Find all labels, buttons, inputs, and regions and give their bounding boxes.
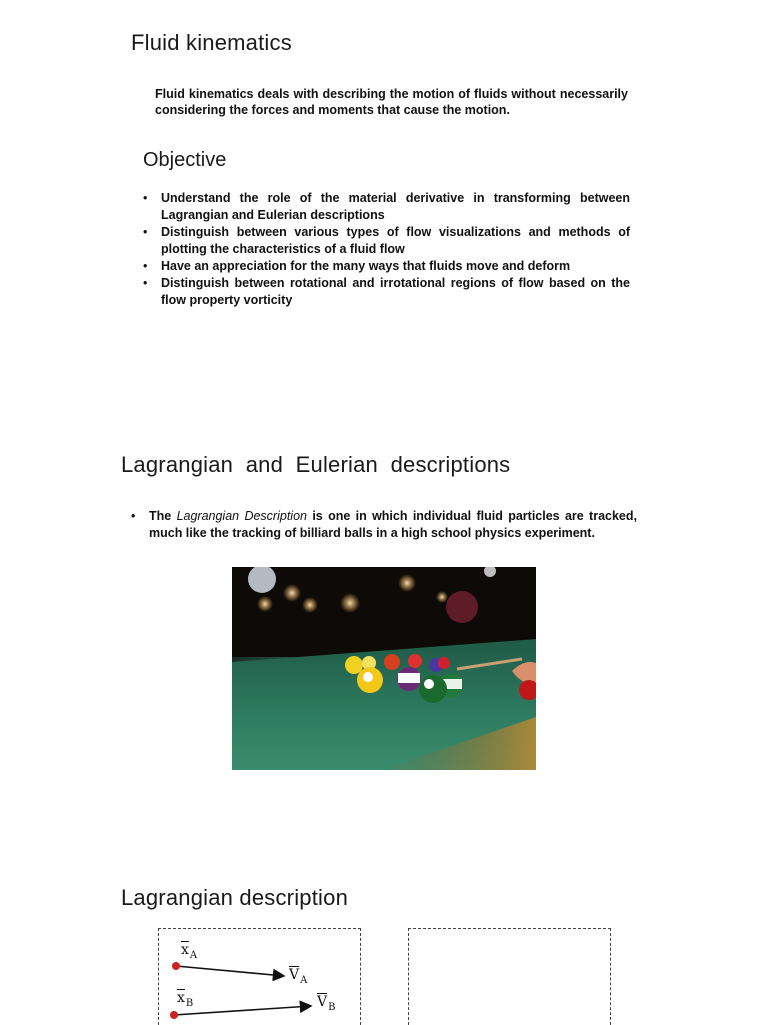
list-item: • Have an appreciation for the many ways that fluids move and deform (143, 258, 630, 275)
list-item (131, 508, 637, 542)
bullet-prefix: The (149, 509, 177, 523)
objectives-list (143, 190, 630, 309)
eulerian-diagram-frame (408, 928, 611, 1025)
lagrangian-bullet-list (131, 508, 637, 542)
bullet-suffix: is one in which individual fluid particles are tracked, much like the tracking of billiard balls in a high school physics experiment. (149, 509, 637, 540)
velocity-arrow-b (174, 1006, 311, 1015)
billiard-balls-photo (232, 567, 536, 770)
section-title-lagrangian-eulerian: Lagrangian and Eulerian descriptions (121, 452, 511, 477)
list-item: • Distinguish between rotational and irrotational regions of flow based on the flow property vorticity (143, 275, 630, 309)
position-label-b: $\overline{x}_B$ (177, 990, 194, 1009)
section-title-fluid-kinematics: Fluid kinematics (131, 30, 292, 55)
list-item: • Understand the role of the material derivative in transforming between Lagrangian and Eulerian descriptions (143, 190, 630, 224)
section-title-lagrangian-description: Lagrangian description (121, 885, 348, 910)
velocity-label-a: $\overline{V}_A$ (289, 967, 308, 986)
intro-paragraph: Fluid kinematics deals with describing the motion of fluids without necessarily considering the forces and moments that cause the motion. (155, 87, 628, 117)
list-item: • Distinguish between various types of flow visualizations and methods of plotting the characteristics of a fluid flow (143, 224, 630, 258)
particle-a-point (172, 962, 180, 970)
lagrangian-description-emphasis: Lagrangian Description (176, 509, 307, 523)
position-label-a: $\overline{x}_A$ (181, 942, 198, 961)
objective-heading: Objective (143, 149, 227, 171)
velocity-arrow-a (176, 966, 284, 976)
billiard-scene (232, 567, 536, 770)
velocity-label-b: $\overline{V}_B$ (317, 994, 336, 1013)
particle-b-point (170, 1011, 178, 1019)
